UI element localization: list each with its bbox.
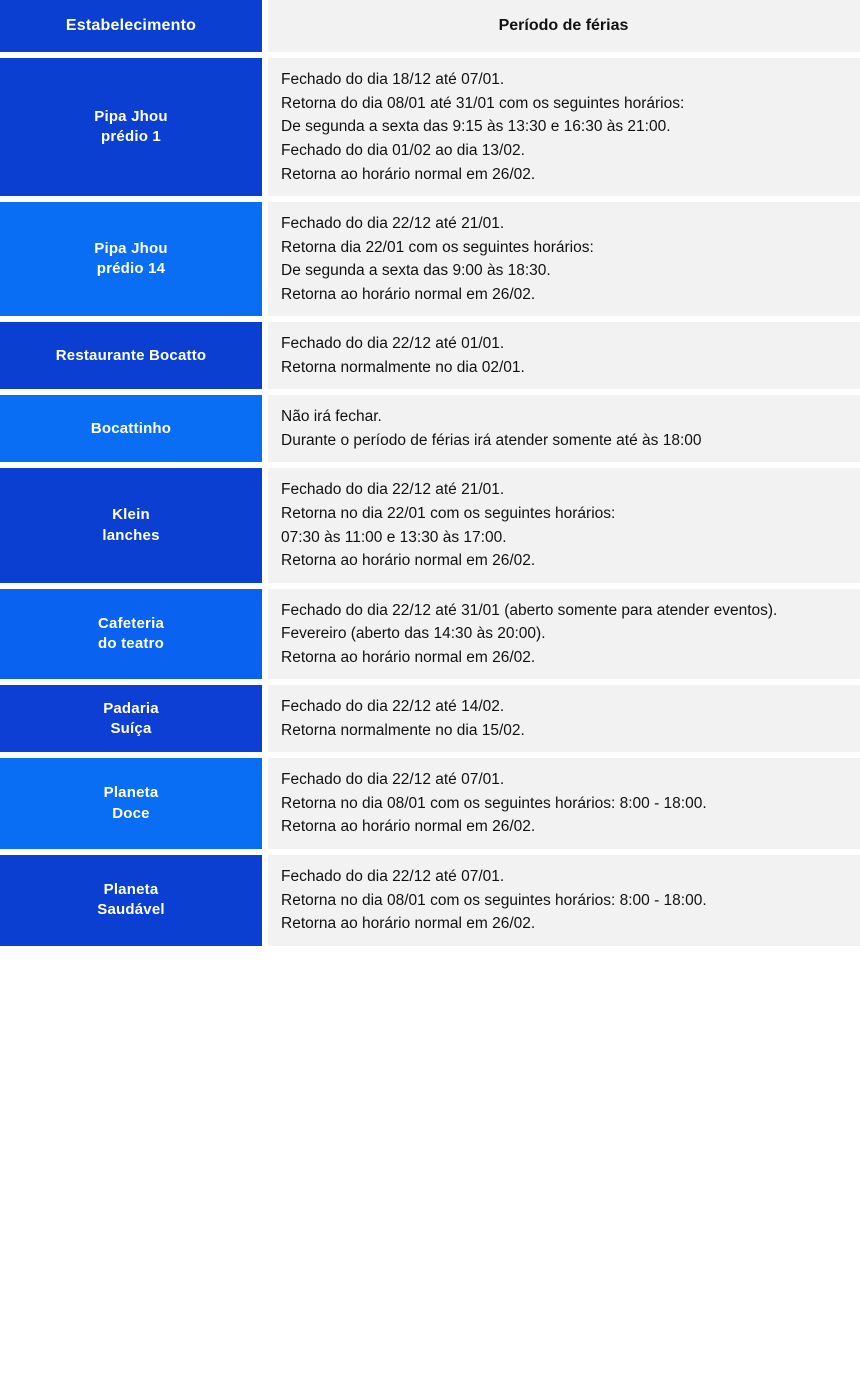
establishment-name-line: do teatro: [98, 634, 164, 652]
cell-vacation-period: [268, 855, 860, 946]
establishment-name-line: Pipa Jhou: [94, 107, 168, 125]
header-cell-vacation-period: Período de férias: [268, 0, 860, 52]
vacation-period-line: 07:30 às 11:00 e 13:30 às 17:00.: [281, 528, 507, 546]
vacation-period-line: Durante o período de férias irá atender somente até às 18:00: [281, 431, 702, 449]
table-body: [0, 58, 860, 951]
establishment-name-line: Pipa Jhou: [94, 239, 168, 257]
vacation-period-line: Retorna ao horário normal em 26/02.: [281, 818, 536, 836]
establishment-name-line: Restaurante Bocatto: [55, 346, 207, 364]
table-row: [0, 468, 860, 582]
cell-establishment-name: [0, 202, 262, 316]
cell-establishment-name: [0, 758, 262, 849]
establishment-name-line: Bocattinho: [90, 419, 172, 437]
establishment-name-line: Planeta: [103, 784, 159, 802]
vacation-period-line: Retorna ao horário normal em 26/02.: [281, 165, 536, 183]
table-row: [0, 855, 860, 946]
vacation-period-line: Fechado do dia 22/12 até 07/01.: [281, 867, 505, 885]
cell-establishment-name: [0, 855, 262, 946]
establishment-name-line: Cafeteria: [98, 614, 164, 632]
vacation-period-line: Fechado do dia 22/12 até 21/01.: [281, 481, 505, 499]
establishment-name-text: [98, 614, 164, 655]
vacation-period-line: Fechado do dia 18/12 até 07/01.: [281, 71, 505, 89]
establishment-name-line: prédio 1: [101, 128, 161, 146]
vacation-period-line: Retorna ao horário normal em 26/02.: [281, 552, 536, 570]
vacation-period-line: Fechado do dia 01/02 ao dia 13/02.: [281, 141, 525, 159]
vacation-period-line: Retorna normalmente no dia 02/01.: [281, 358, 525, 376]
vacation-period-line: Fechado do dia 22/12 até 07/01.: [281, 771, 505, 789]
establishment-name-line: Saudável: [97, 901, 165, 919]
cell-establishment-name: [0, 395, 262, 462]
establishment-name-line: Planeta: [103, 881, 159, 899]
cell-vacation-period: [268, 395, 860, 462]
table-row: [0, 395, 860, 462]
vacation-period-line: Retorna no dia 08/01 com os seguintes horários: 8:00 - 18:00.: [281, 891, 707, 909]
table-row: [0, 58, 860, 196]
cell-vacation-period: [268, 589, 860, 680]
header-cell-establishment: Estabelecimento: [0, 0, 262, 52]
table-row: [0, 758, 860, 849]
vacation-period-line: Retorna ao horário normal em 26/02.: [281, 648, 536, 666]
cell-vacation-period: [268, 202, 860, 316]
vacation-period-line: Retorna no dia 08/01 com os seguintes horários: 8:00 - 18:00.: [281, 794, 707, 812]
cell-establishment-name: [0, 589, 262, 680]
cell-vacation-period: [268, 322, 860, 389]
establishment-name-text: [56, 346, 207, 366]
vacation-period-line: Retorna no dia 22/01 com os seguintes horários:: [281, 504, 616, 522]
table-header-row: [0, 0, 860, 52]
cell-vacation-period: [268, 685, 860, 752]
establishment-name-text: [97, 880, 164, 921]
establishment-name-text: [103, 699, 159, 740]
establishment-name-line: Klein: [112, 506, 150, 524]
establishment-name-text: [104, 783, 159, 824]
vacation-period-line: De segunda a sexta das 9:00 às 18:30.: [281, 262, 551, 280]
table-row: [0, 589, 860, 680]
vacation-period-line: Fechado do dia 22/12 até 01/01.: [281, 335, 505, 353]
cell-vacation-period: [268, 758, 860, 849]
establishment-name-line: lanches: [102, 526, 160, 544]
vacation-period-line: Fechado do dia 22/12 até 21/01.: [281, 215, 505, 233]
vacation-period-line: Fechado do dia 22/12 até 31/01 (aberto somente para atender eventos).: [281, 601, 778, 619]
vacation-period-line: Retorna do dia 08/01 até 31/01 com os seguintes horários:: [281, 94, 685, 112]
establishment-name-line: prédio 14: [96, 260, 166, 278]
establishment-name-text: [94, 239, 167, 280]
cell-establishment-name: [0, 468, 262, 582]
vacation-period-line: Fevereiro (aberto das 14:30 às 20:00).: [281, 625, 546, 643]
vacation-period-line: Retorna ao horário normal em 26/02.: [281, 915, 536, 933]
vacation-period-line: Não irá fechar.: [281, 408, 382, 426]
vacation-period-line: Retorna ao horário normal em 26/02.: [281, 285, 536, 303]
vacation-period-line: Retorna dia 22/01 com os seguintes horários:: [281, 238, 594, 256]
establishment-name-text: [102, 505, 159, 546]
establishment-name-text: [94, 107, 167, 148]
vacation-period-line: Retorna normalmente no dia 15/02.: [281, 721, 525, 739]
establishment-name-line: Doce: [112, 804, 150, 822]
table-row: [0, 322, 860, 389]
cell-establishment-name: [0, 685, 262, 752]
establishment-name-text: [91, 419, 171, 439]
cell-vacation-period: [268, 58, 860, 196]
table-row: [0, 685, 860, 752]
table-row: [0, 202, 860, 316]
cell-vacation-period: [268, 468, 860, 582]
vacation-period-line: Fechado do dia 22/12 até 14/02.: [281, 698, 505, 716]
vacation-period-line: De segunda a sexta das 9:15 às 13:30 e 16:30 às 21:00.: [281, 118, 671, 136]
cell-establishment-name: [0, 322, 262, 389]
cell-establishment-name: [0, 58, 262, 196]
establishment-name-line: Padaria: [103, 699, 159, 717]
establishment-name-line: Suíça: [110, 719, 152, 737]
